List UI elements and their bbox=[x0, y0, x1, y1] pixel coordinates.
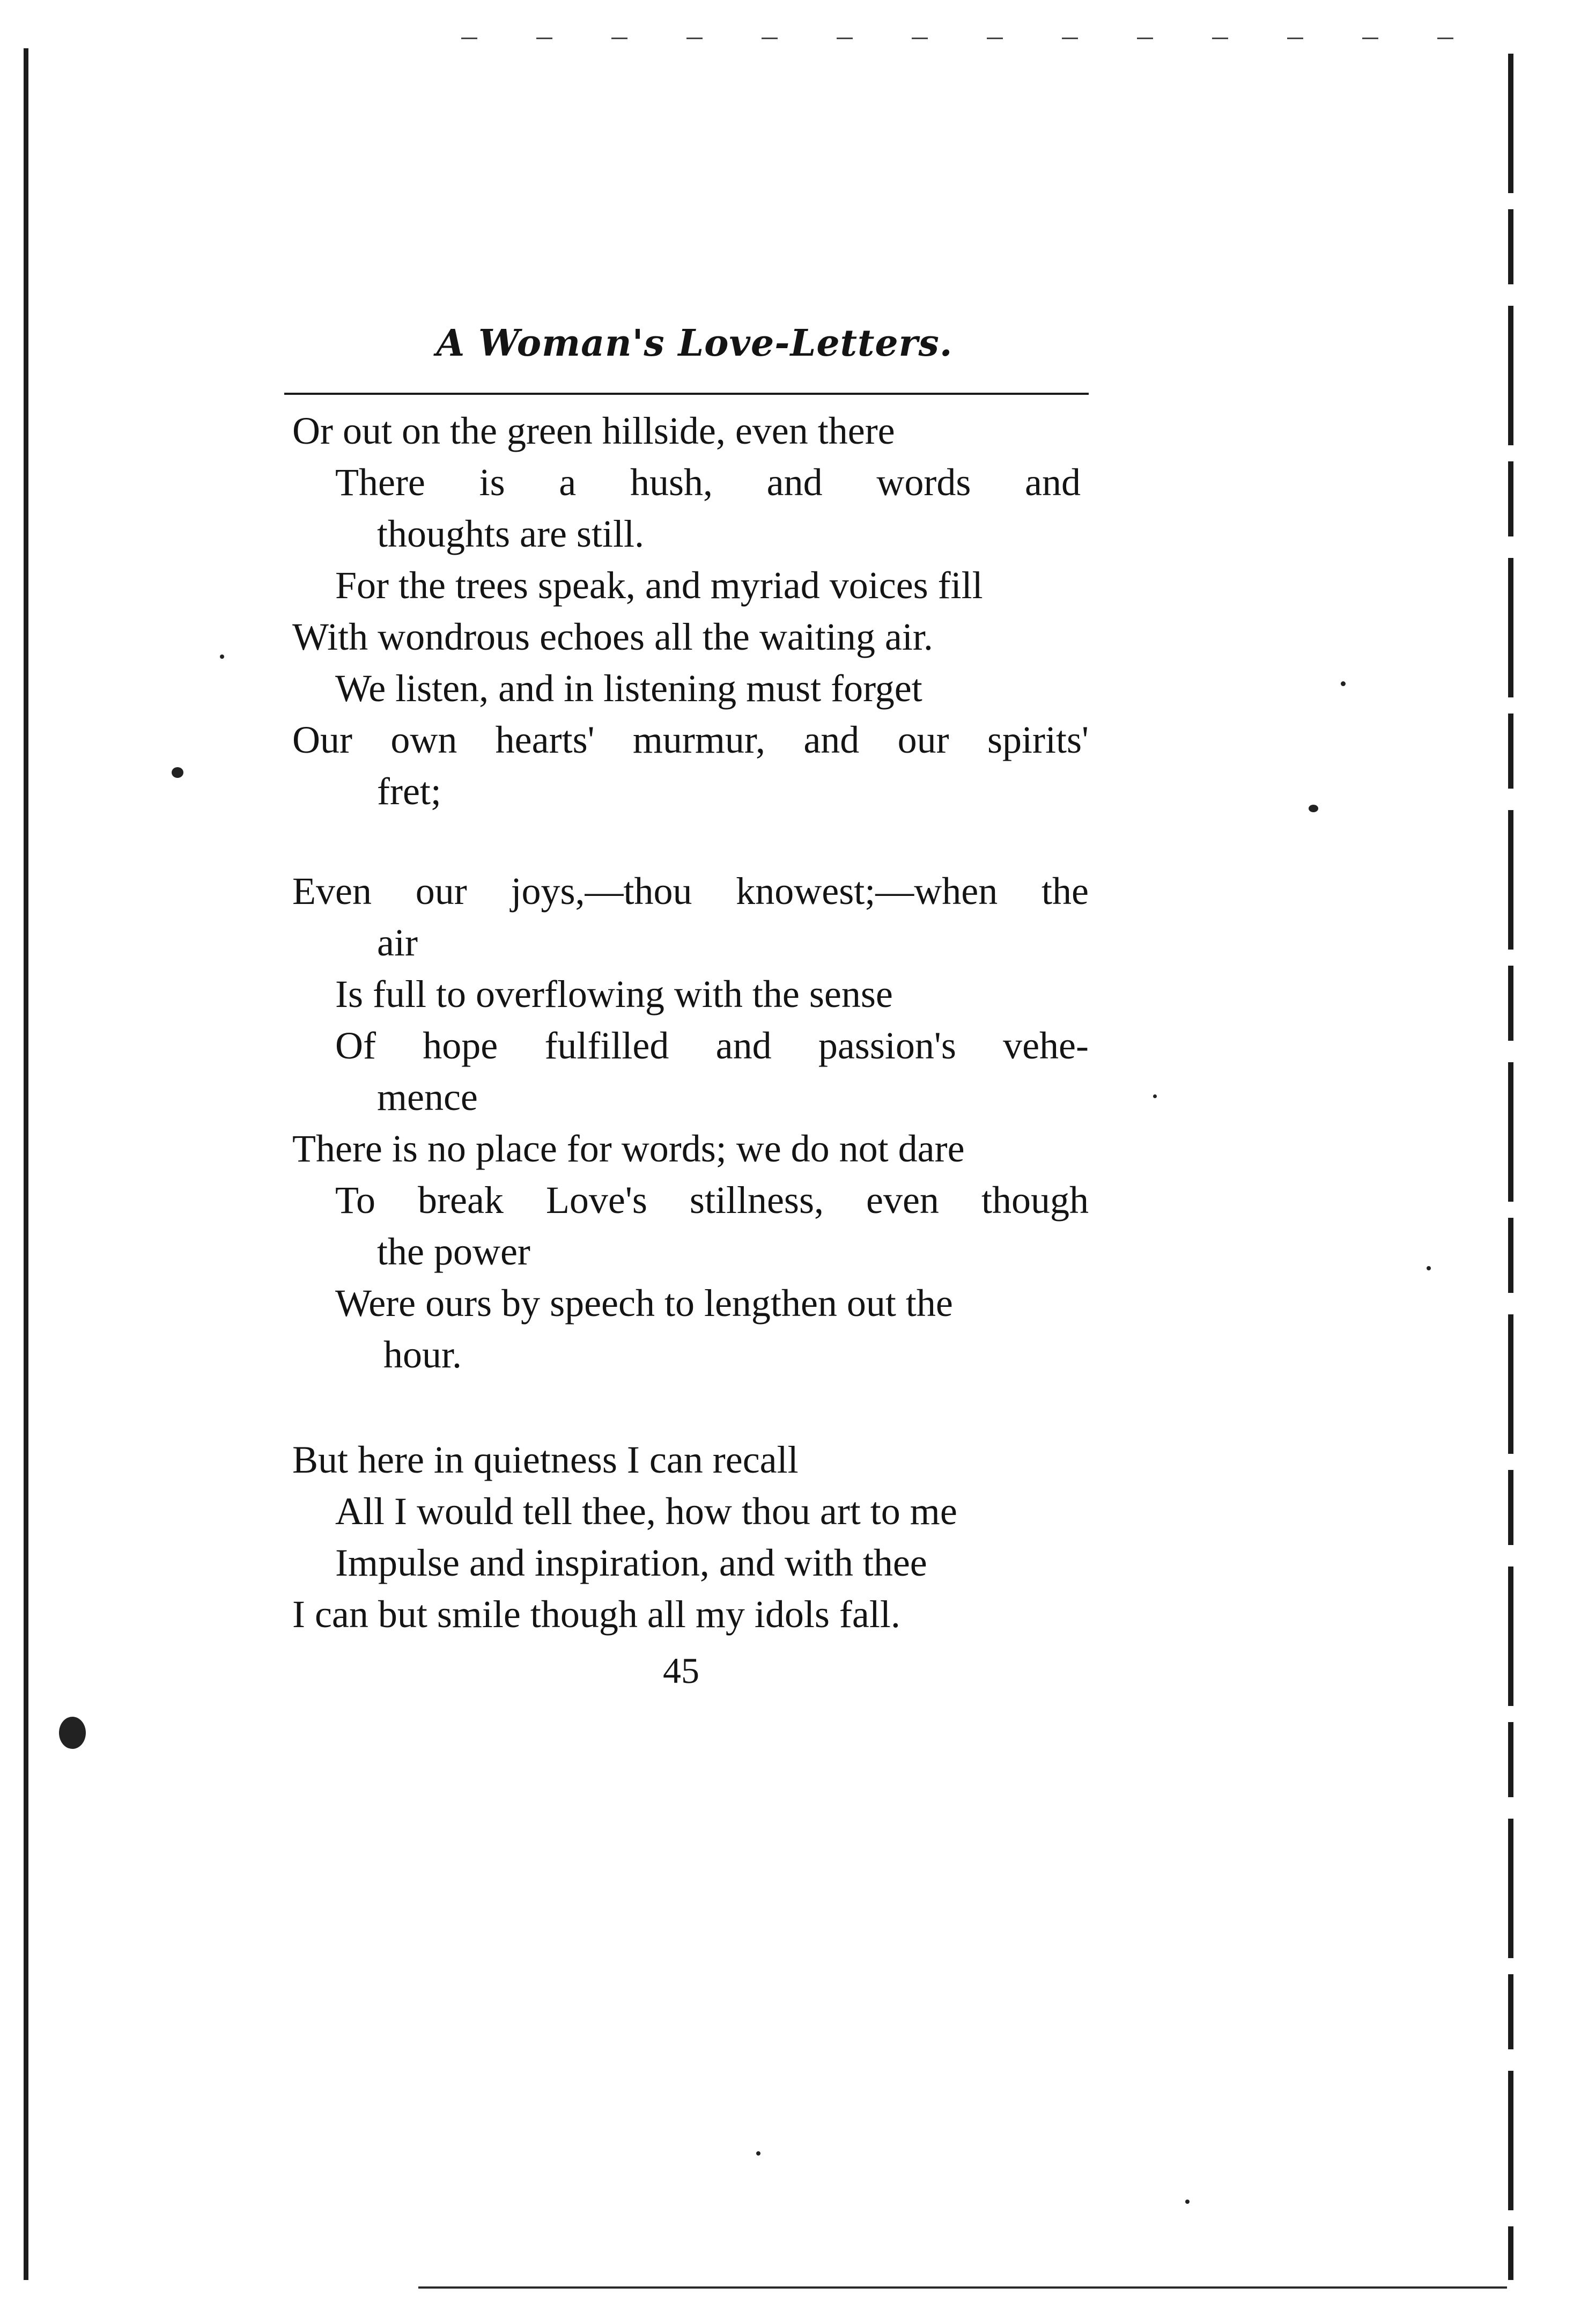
poem-line: Is full to overflowing with the sense bbox=[335, 973, 893, 1016]
scan-speck bbox=[1153, 1094, 1157, 1098]
poem-line: But here in quietness I can recall bbox=[292, 1438, 799, 1481]
poem-line: All I would tell thee, how thou art to me bbox=[335, 1490, 957, 1533]
scan-speck bbox=[1341, 681, 1346, 686]
scan-speck bbox=[172, 767, 183, 778]
scan-speck bbox=[1309, 805, 1318, 812]
scan-speck bbox=[756, 2151, 760, 2156]
header-rule bbox=[284, 393, 1089, 395]
scan-speck bbox=[1185, 2200, 1190, 2204]
scan-edge-top bbox=[461, 38, 1480, 39]
poem-line: Were ours by speech to lengthen out the bbox=[335, 1282, 953, 1325]
scan-edge-bottom bbox=[418, 2286, 1507, 2289]
poem-line: Of hope fulfilled and passion's vehe- bbox=[335, 1024, 1089, 1067]
page-number: 45 bbox=[663, 1650, 699, 1691]
poem-line: With wondrous echoes all the waiting air. bbox=[292, 615, 933, 658]
poem-line: I can but smile though all my idols fall. bbox=[292, 1593, 900, 1636]
poem-line: To break Love's stillness, even though bbox=[335, 1179, 1089, 1222]
scan-speck bbox=[1427, 1266, 1431, 1270]
poem-line: the power bbox=[377, 1230, 530, 1273]
running-header-title: A Woman's Love-Letters. bbox=[436, 322, 953, 365]
poem-line: thoughts are still. bbox=[377, 512, 644, 555]
poem-line: fret; bbox=[377, 770, 441, 813]
scan-speck bbox=[220, 654, 224, 659]
poem-line: There is no place for words; we do not dare bbox=[292, 1127, 965, 1170]
poem-line: air bbox=[377, 921, 418, 964]
poem-line: For the trees speak, and myriad voices fill bbox=[335, 564, 983, 607]
poem-line: mence bbox=[377, 1076, 478, 1119]
scan-speck bbox=[59, 1717, 86, 1749]
scan-edge-right bbox=[1508, 54, 1513, 2280]
poem-line: Even our joys,—thou knowest;—when the bbox=[292, 870, 1089, 913]
poem-line: We listen, and in listening must forget bbox=[335, 667, 922, 710]
poem-line: Or out on the green hillside, even there bbox=[292, 409, 895, 452]
poem-line: There is a hush, and words and bbox=[335, 461, 1081, 504]
scan-edge-left bbox=[24, 48, 28, 2280]
poem-line: Impulse and inspiration, and with thee bbox=[335, 1541, 927, 1584]
poem-line: hour. bbox=[383, 1333, 462, 1376]
poem-line: Our own hearts' murmur, and our spirits' bbox=[292, 718, 1089, 761]
